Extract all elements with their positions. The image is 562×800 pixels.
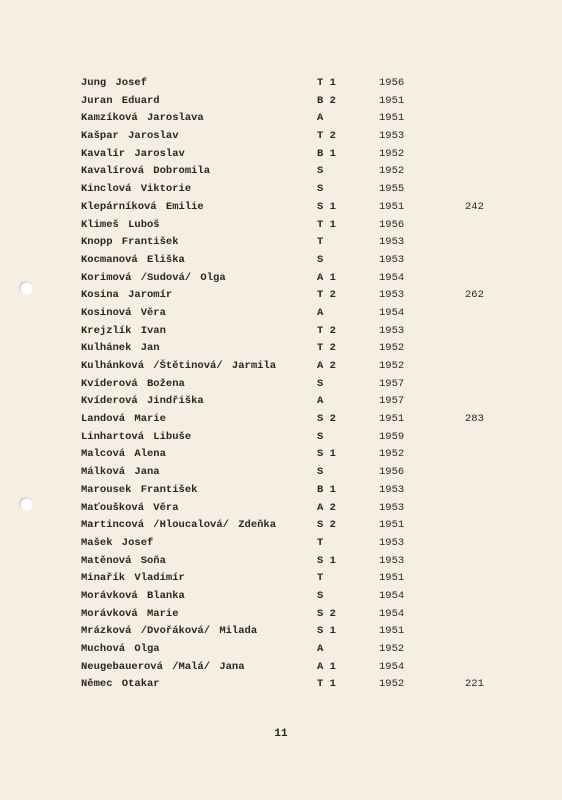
person-name: Kvíderová Jindřiška bbox=[81, 395, 204, 408]
year: 1953 bbox=[379, 501, 405, 514]
year: 1952 bbox=[379, 448, 405, 461]
category-code: A bbox=[317, 112, 324, 125]
name-list bbox=[81, 75, 501, 694]
reference-number: 262 bbox=[465, 289, 484, 302]
person-name: Marousek František bbox=[81, 483, 198, 496]
year: 1952 bbox=[379, 147, 405, 160]
year: 1952 bbox=[379, 342, 405, 355]
person-name: Knopp František bbox=[81, 236, 179, 249]
year: 1953 bbox=[379, 236, 405, 249]
category-code: S 2 bbox=[317, 607, 336, 620]
category-code: S 1 bbox=[317, 448, 336, 461]
list-item bbox=[81, 393, 501, 411]
category-code: T 2 bbox=[317, 342, 336, 355]
list-item bbox=[81, 659, 501, 677]
list-item bbox=[81, 110, 501, 128]
year: 1952 bbox=[379, 165, 405, 178]
person-name: Kamzíková Jaroslava bbox=[81, 112, 204, 125]
year: 1953 bbox=[379, 324, 405, 337]
punch-hole-bottom bbox=[19, 497, 33, 511]
list-item bbox=[81, 340, 501, 358]
category-code: T 1 bbox=[317, 218, 336, 231]
category-code: S 1 bbox=[317, 554, 336, 567]
year: 1952 bbox=[379, 360, 405, 372]
year: 1956 bbox=[379, 77, 405, 89]
category-code: S 2 bbox=[317, 413, 336, 426]
category-code: B 1 bbox=[317, 483, 336, 496]
person-name: Mrázková /Dvořáková/ Milada bbox=[81, 625, 258, 638]
list-item bbox=[81, 287, 501, 305]
category-code: A 2 bbox=[317, 501, 336, 514]
list-item bbox=[81, 606, 501, 624]
category-code: S bbox=[317, 183, 324, 196]
year: 1952 bbox=[379, 678, 405, 691]
year: 1951 bbox=[379, 112, 405, 125]
list-item bbox=[81, 676, 501, 694]
year: 1951 bbox=[379, 625, 405, 638]
category-code: T bbox=[317, 572, 324, 585]
list-item bbox=[81, 446, 501, 464]
category-code: T 2 bbox=[317, 289, 336, 302]
year: 1959 bbox=[379, 430, 405, 443]
year: 1952 bbox=[379, 643, 405, 655]
year: 1953 bbox=[379, 130, 405, 143]
person-name: Landová Marie bbox=[81, 413, 166, 426]
person-name: Málková Jana bbox=[81, 466, 160, 479]
person-name: Kulhánek Jan bbox=[81, 342, 160, 355]
person-name: Mašek Josef bbox=[81, 536, 154, 549]
person-name: Jung Josef bbox=[81, 77, 148, 89]
year: 1954 bbox=[379, 660, 405, 673]
list-item bbox=[81, 641, 501, 659]
person-name: Maťoušková Věra bbox=[81, 501, 179, 514]
punch-hole-top bbox=[19, 281, 33, 295]
category-code: S bbox=[317, 253, 324, 266]
year: 1954 bbox=[379, 271, 405, 284]
year: 1957 bbox=[379, 395, 405, 408]
list-item bbox=[81, 75, 501, 93]
year: 1954 bbox=[379, 589, 405, 602]
year: 1951 bbox=[379, 572, 405, 585]
person-name: Kašpar Jaroslav bbox=[81, 130, 179, 143]
person-name: Matěnová Soňa bbox=[81, 554, 166, 567]
category-code: S bbox=[317, 377, 324, 390]
list-item bbox=[81, 163, 501, 181]
list-item bbox=[81, 323, 501, 341]
year: 1954 bbox=[379, 306, 405, 319]
category-code: T 2 bbox=[317, 324, 336, 337]
year: 1953 bbox=[379, 554, 405, 567]
list-item bbox=[81, 376, 501, 394]
category-code: A bbox=[317, 643, 324, 655]
year: 1951 bbox=[379, 413, 405, 426]
year: 1953 bbox=[379, 536, 405, 549]
list-item bbox=[81, 234, 501, 252]
list-item bbox=[81, 517, 501, 535]
category-code: S 2 bbox=[317, 519, 336, 532]
person-name: Minařík Vladimír bbox=[81, 572, 185, 585]
list-item bbox=[81, 305, 501, 323]
category-code: T bbox=[317, 236, 324, 249]
reference-number: 242 bbox=[465, 200, 484, 213]
list-item bbox=[81, 93, 501, 111]
person-name: Kosina Jaromír bbox=[81, 289, 173, 302]
year: 1953 bbox=[379, 253, 405, 266]
category-code: S bbox=[317, 430, 324, 443]
year: 1951 bbox=[379, 200, 405, 213]
reference-number: 283 bbox=[465, 413, 484, 426]
person-name: Klimeš Luboš bbox=[81, 218, 160, 231]
year: 1955 bbox=[379, 183, 405, 196]
category-code: T bbox=[317, 536, 324, 549]
page-number: 11 bbox=[274, 728, 288, 740]
category-code: B 2 bbox=[317, 94, 336, 107]
year: 1956 bbox=[379, 218, 405, 231]
list-item bbox=[81, 270, 501, 288]
person-name: Kulhánková /Štětinová/ Jarmila bbox=[81, 360, 277, 372]
category-code: S bbox=[317, 589, 324, 602]
person-name: Kocmanová Eliška bbox=[81, 253, 185, 266]
list-item bbox=[81, 146, 501, 164]
person-name: Malcová Alena bbox=[81, 448, 166, 461]
list-item bbox=[81, 199, 501, 217]
list-item bbox=[81, 128, 501, 146]
list-item bbox=[81, 482, 501, 500]
category-code: S 1 bbox=[317, 625, 336, 638]
list-item bbox=[81, 217, 501, 235]
person-name: Kavalírová Dobromila bbox=[81, 165, 211, 178]
person-name: Neugebauerová /Malá/ Jana bbox=[81, 660, 245, 673]
list-item bbox=[81, 535, 501, 553]
category-code: T 1 bbox=[317, 678, 336, 691]
person-name: Korimová /Sudová/ Olga bbox=[81, 271, 226, 284]
category-code: A 2 bbox=[317, 360, 336, 372]
category-code: S bbox=[317, 466, 324, 479]
list-item bbox=[81, 553, 501, 571]
category-code: T 1 bbox=[317, 77, 336, 89]
year: 1951 bbox=[379, 94, 405, 107]
person-name: Krejzlík Ivan bbox=[81, 324, 166, 337]
person-name: Kavalír Jaroslav bbox=[81, 147, 185, 160]
year: 1957 bbox=[379, 377, 405, 390]
person-name: Morávková Marie bbox=[81, 607, 179, 620]
person-name: Němec Otakar bbox=[81, 678, 160, 691]
list-item bbox=[81, 500, 501, 518]
category-code: A 1 bbox=[317, 271, 336, 284]
reference-number: 221 bbox=[465, 678, 484, 691]
list-item bbox=[81, 181, 501, 199]
person-name: Kinclová Viktorie bbox=[81, 183, 192, 196]
list-item bbox=[81, 588, 501, 606]
list-item bbox=[81, 570, 501, 588]
year: 1956 bbox=[379, 466, 405, 479]
person-name: Muchová Olga bbox=[81, 643, 160, 655]
category-code: A bbox=[317, 306, 324, 319]
category-code: A 1 bbox=[317, 660, 336, 673]
list-item bbox=[81, 429, 501, 447]
person-name: Morávková Blanka bbox=[81, 589, 185, 602]
person-name: Martincová /Hloucalová/ Zdeňka bbox=[81, 519, 277, 532]
category-code: A bbox=[317, 395, 324, 408]
list-item bbox=[81, 252, 501, 270]
year: 1953 bbox=[379, 289, 405, 302]
person-name: Kvíderová Božena bbox=[81, 377, 185, 390]
list-item bbox=[81, 358, 501, 376]
list-item bbox=[81, 623, 501, 641]
category-code: S bbox=[317, 165, 324, 178]
year: 1954 bbox=[379, 607, 405, 620]
person-name: Kosinová Věra bbox=[81, 306, 166, 319]
category-code: B 1 bbox=[317, 147, 336, 160]
person-name: Klepárníková Emilie bbox=[81, 200, 204, 213]
category-code: S 1 bbox=[317, 200, 336, 213]
person-name: Linhartová Libuše bbox=[81, 430, 192, 443]
person-name: Juran Eduard bbox=[81, 94, 160, 107]
year: 1951 bbox=[379, 519, 405, 532]
list-item bbox=[81, 411, 501, 429]
category-code: T 2 bbox=[317, 130, 336, 143]
list-item bbox=[81, 464, 501, 482]
year: 1953 bbox=[379, 483, 405, 496]
